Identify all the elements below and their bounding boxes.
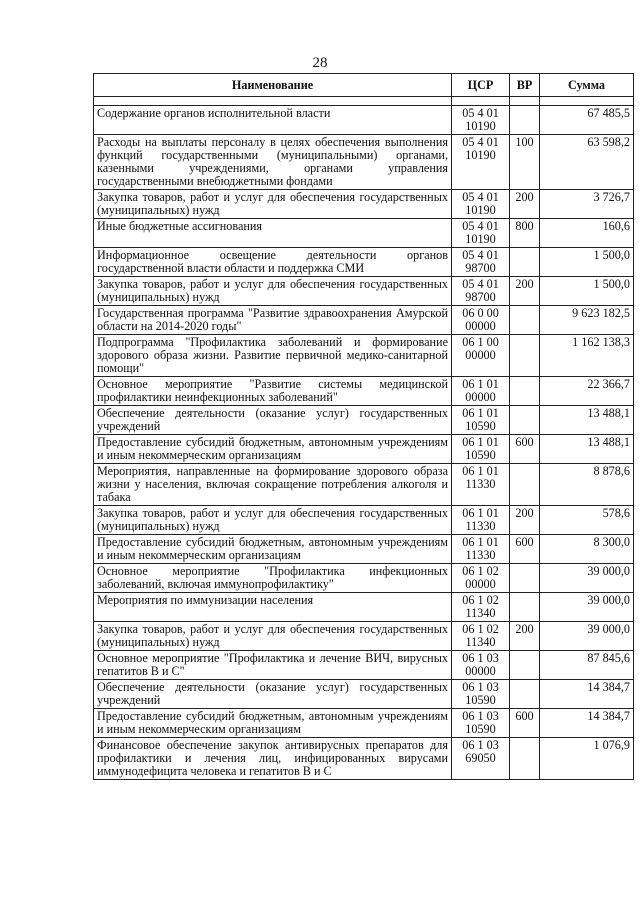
table-row bbox=[94, 335, 634, 377]
table-header-row bbox=[94, 74, 634, 97]
row-csr-cell: 06 1 00 00000 bbox=[452, 335, 510, 377]
row-sum-cell: 1 076,9 bbox=[540, 738, 634, 780]
row-name-cell: Предоставление субсидий бюджетным, автономным учреждениям и иным некоммерческим организациям bbox=[94, 709, 452, 738]
row-csr-cell: 05 4 01 10190 bbox=[452, 106, 510, 135]
row-csr-cell: 06 1 02 00000 bbox=[452, 564, 510, 593]
header-name: Наименование bbox=[94, 74, 452, 97]
row-csr-cell: 06 1 03 00000 bbox=[452, 651, 510, 680]
table-row bbox=[94, 709, 634, 738]
header-spacer-row bbox=[94, 97, 634, 106]
row-name-cell: Предоставление субсидий бюджетным, автономным учреждениям и иным некоммерческим организациям bbox=[94, 435, 452, 464]
header-csr: ЦСР bbox=[452, 74, 510, 97]
row-csr-cell: 06 1 01 10590 bbox=[452, 406, 510, 435]
row-sum-cell: 14 384,7 bbox=[540, 680, 634, 709]
row-csr-cell: 06 1 02 11340 bbox=[452, 622, 510, 651]
table-row bbox=[94, 593, 634, 622]
row-name-cell: Информационное освещение деятельности органов государственной власти области и поддержка СМИ bbox=[94, 248, 452, 277]
row-name-cell: Мероприятия, направленные на формирование здорового образа жизни у населения, включая сокращение потребления алкоголя и табака bbox=[94, 464, 452, 506]
row-vr-cell: 600 bbox=[510, 709, 540, 738]
row-vr-cell: 200 bbox=[510, 277, 540, 306]
table-body bbox=[94, 106, 634, 780]
table-row bbox=[94, 535, 634, 564]
row-vr-cell: 200 bbox=[510, 190, 540, 219]
row-vr-cell: 800 bbox=[510, 219, 540, 248]
row-name-cell: Государственная программа "Развитие здравоохранения Амурской области на 2014-2020 годы" bbox=[94, 306, 452, 335]
row-csr-cell: 06 0 00 00000 bbox=[452, 306, 510, 335]
row-vr-cell bbox=[510, 680, 540, 709]
table-row bbox=[94, 435, 634, 464]
table-row bbox=[94, 564, 634, 593]
row-csr-cell: 06 1 02 11340 bbox=[452, 593, 510, 622]
row-name-cell: Обеспечение деятельности (оказание услуг) государственных учреждений bbox=[94, 406, 452, 435]
table-row bbox=[94, 106, 634, 135]
row-csr-cell: 05 4 01 10190 bbox=[452, 135, 510, 190]
row-vr-cell: 600 bbox=[510, 535, 540, 564]
row-vr-cell: 200 bbox=[510, 506, 540, 535]
row-vr-cell bbox=[510, 738, 540, 780]
row-name-cell: Обеспечение деятельности (оказание услуг) государственных учреждений bbox=[94, 680, 452, 709]
row-name-cell: Содержание органов исполнительной власти bbox=[94, 106, 452, 135]
row-csr-cell: 06 1 01 10590 bbox=[452, 435, 510, 464]
row-csr-cell: 06 1 01 11330 bbox=[452, 506, 510, 535]
header-sum: Сумма bbox=[540, 74, 634, 97]
row-sum-cell: 1 162 138,3 bbox=[540, 335, 634, 377]
row-vr-cell bbox=[510, 335, 540, 377]
row-sum-cell: 13 488,1 bbox=[540, 406, 634, 435]
table-row bbox=[94, 135, 634, 190]
row-csr-cell: 05 4 01 98700 bbox=[452, 248, 510, 277]
row-sum-cell: 8 878,6 bbox=[540, 464, 634, 506]
table-row bbox=[94, 464, 634, 506]
table-row bbox=[94, 377, 634, 406]
row-csr-cell: 06 1 01 00000 bbox=[452, 377, 510, 406]
row-sum-cell: 87 845,6 bbox=[540, 651, 634, 680]
row-name-cell: Закупка товаров, работ и услуг для обеспечения государственных (муниципальных) нужд bbox=[94, 622, 452, 651]
page-number: 28 bbox=[312, 55, 328, 71]
row-name-cell: Иные бюджетные ассигнования bbox=[94, 219, 452, 248]
row-name-cell: Подпрограмма "Профилактика заболеваний и формирование здорового образа жизни. Развитие первичной медико-санитарной помощи" bbox=[94, 335, 452, 377]
row-vr-cell bbox=[510, 406, 540, 435]
table-row bbox=[94, 680, 634, 709]
row-sum-cell: 578,6 bbox=[540, 506, 634, 535]
table-row bbox=[94, 406, 634, 435]
row-csr-cell: 06 1 01 11330 bbox=[452, 464, 510, 506]
row-sum-cell: 39 000,0 bbox=[540, 593, 634, 622]
row-sum-cell: 3 726,7 bbox=[540, 190, 634, 219]
row-sum-cell: 67 485,5 bbox=[540, 106, 634, 135]
header-vr: ВР bbox=[510, 74, 540, 97]
row-sum-cell: 13 488,1 bbox=[540, 435, 634, 464]
row-sum-cell: 39 000,0 bbox=[540, 622, 634, 651]
row-sum-cell: 1 500,0 bbox=[540, 277, 634, 306]
row-name-cell: Закупка товаров, работ и услуг для обеспечения государственных (муниципальных) нужд bbox=[94, 506, 452, 535]
table-row bbox=[94, 622, 634, 651]
row-sum-cell: 22 366,7 bbox=[540, 377, 634, 406]
row-name-cell: Основное мероприятие "Профилактика инфекционных заболеваний, включая иммунопрофилактику" bbox=[94, 564, 452, 593]
row-vr-cell bbox=[510, 651, 540, 680]
row-name-cell: Основное мероприятие "Развитие системы медицинской профилактики неинфекционных заболеваний" bbox=[94, 377, 452, 406]
row-vr-cell bbox=[510, 248, 540, 277]
table-row bbox=[94, 651, 634, 680]
row-sum-cell: 9 623 182,5 bbox=[540, 306, 634, 335]
table-row bbox=[94, 306, 634, 335]
table-row bbox=[94, 738, 634, 780]
row-vr-cell: 100 bbox=[510, 135, 540, 190]
row-name-cell: Основное мероприятие "Профилактика и лечение ВИЧ, вирусных гепатитов В и С" bbox=[94, 651, 452, 680]
row-name-cell: Предоставление субсидий бюджетным, автономным учреждениям и иным некоммерческим организациям bbox=[94, 535, 452, 564]
row-csr-cell: 06 1 03 10590 bbox=[452, 709, 510, 738]
row-csr-cell: 06 1 03 10590 bbox=[452, 680, 510, 709]
row-vr-cell bbox=[510, 377, 540, 406]
row-name-cell: Расходы на выплаты персоналу в целях обеспечения выполнения функций государственными (муниципальными) органами, казенными учреждениями, органами управления государственными внебюджетными фондами bbox=[94, 135, 452, 190]
row-sum-cell: 39 000,0 bbox=[540, 564, 634, 593]
row-vr-cell bbox=[510, 593, 540, 622]
row-csr-cell: 05 4 01 10190 bbox=[452, 219, 510, 248]
row-vr-cell bbox=[510, 464, 540, 506]
row-vr-cell bbox=[510, 306, 540, 335]
row-name-cell: Финансовое обеспечение закупок антивирусных препаратов для профилактики и лечения лиц, инфицированных вирусами иммунодефицита человека и гепатитов В и С bbox=[94, 738, 452, 780]
table-row bbox=[94, 219, 634, 248]
budget-table bbox=[93, 73, 634, 780]
row-name-cell: Закупка товаров, работ и услуг для обеспечения государственных (муниципальных) нужд bbox=[94, 190, 452, 219]
table-row bbox=[94, 277, 634, 306]
row-name-cell: Закупка товаров, работ и услуг для обеспечения государственных (муниципальных) нужд bbox=[94, 277, 452, 306]
table-row bbox=[94, 248, 634, 277]
row-vr-cell: 600 bbox=[510, 435, 540, 464]
row-sum-cell: 63 598,2 bbox=[540, 135, 634, 190]
row-csr-cell: 05 4 01 10190 bbox=[452, 190, 510, 219]
row-vr-cell bbox=[510, 106, 540, 135]
row-sum-cell: 160,6 bbox=[540, 219, 634, 248]
row-sum-cell: 1 500,0 bbox=[540, 248, 634, 277]
row-name-cell: Мероприятия по иммунизации населения bbox=[94, 593, 452, 622]
row-csr-cell: 06 1 01 11330 bbox=[452, 535, 510, 564]
row-csr-cell: 05 4 01 98700 bbox=[452, 277, 510, 306]
row-sum-cell: 8 300,0 bbox=[540, 535, 634, 564]
table-row bbox=[94, 190, 634, 219]
row-vr-cell: 200 bbox=[510, 622, 540, 651]
row-sum-cell: 14 384,7 bbox=[540, 709, 634, 738]
row-vr-cell bbox=[510, 564, 540, 593]
table-row bbox=[94, 506, 634, 535]
row-csr-cell: 06 1 03 69050 bbox=[452, 738, 510, 780]
